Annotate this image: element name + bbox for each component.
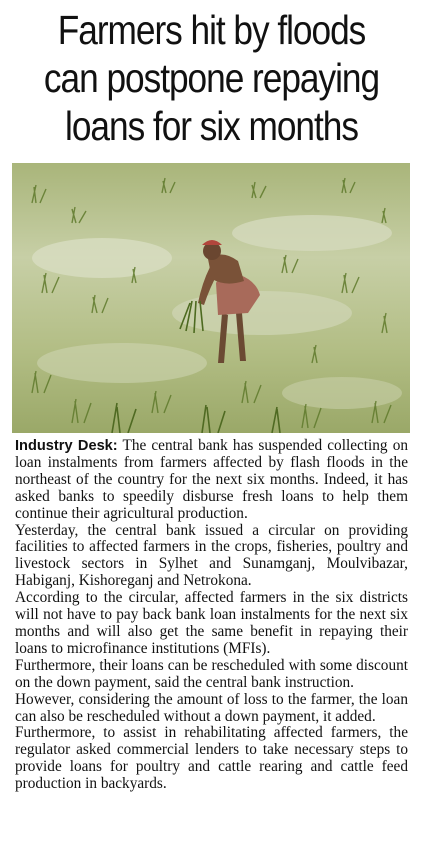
article-paragraph-3: According to the circular, affected farmers in the six districts will not have to pay back bank loan instalments for the next six months and will also get the same benefit in repaying their loans to microfinance institutions (MFIs). [15, 589, 408, 657]
farmer-in-flooded-field-image [12, 163, 410, 433]
article-paragraph-4: Furthermore, their loans can be rescheduled with some discount on the down payment, said the central bank instruction. [15, 656, 408, 691]
article-paragraph-6: Furthermore, to assist in rehabilitating affected farmers, the regulator asked commercial lenders to take necessary steps to provide loans for poultry and cattle rearing and cattle feed production in backyards. [15, 724, 408, 793]
article-paragraph-2: Yesterday, the central bank issued a circular on providing facilities to affected farmers in the crops, fisheries, poultry and livestock sectors in Sylhet and Sunamganj, Moulvibazar, Habiganj, Kishoreganj and Netrokona. [15, 521, 408, 590]
headline-line-2: can postpone repaying [43, 55, 380, 101]
news-photo [12, 163, 410, 433]
headline [35, 6, 388, 150]
paragraph-text: The central bank has suspended collecting on loan instalments from farmers affected by flash floods in the northeast of the country for the next six months. Indeed, it has asked banks to speedily disburse fresh loans to help them continue their agricultural production. [15, 437, 408, 522]
article-body [15, 438, 408, 793]
byline: Industry Desk: [15, 438, 118, 454]
article-paragraph-5: However, considering the amount of loss to the farmer, the loan can also be rescheduled without a down payment, it added. [15, 690, 408, 725]
headline-line-3: loans for six months [65, 103, 358, 149]
headline-line-1: Farmers hit by floods [57, 7, 366, 53]
article-paragraph-1 [15, 438, 408, 523]
